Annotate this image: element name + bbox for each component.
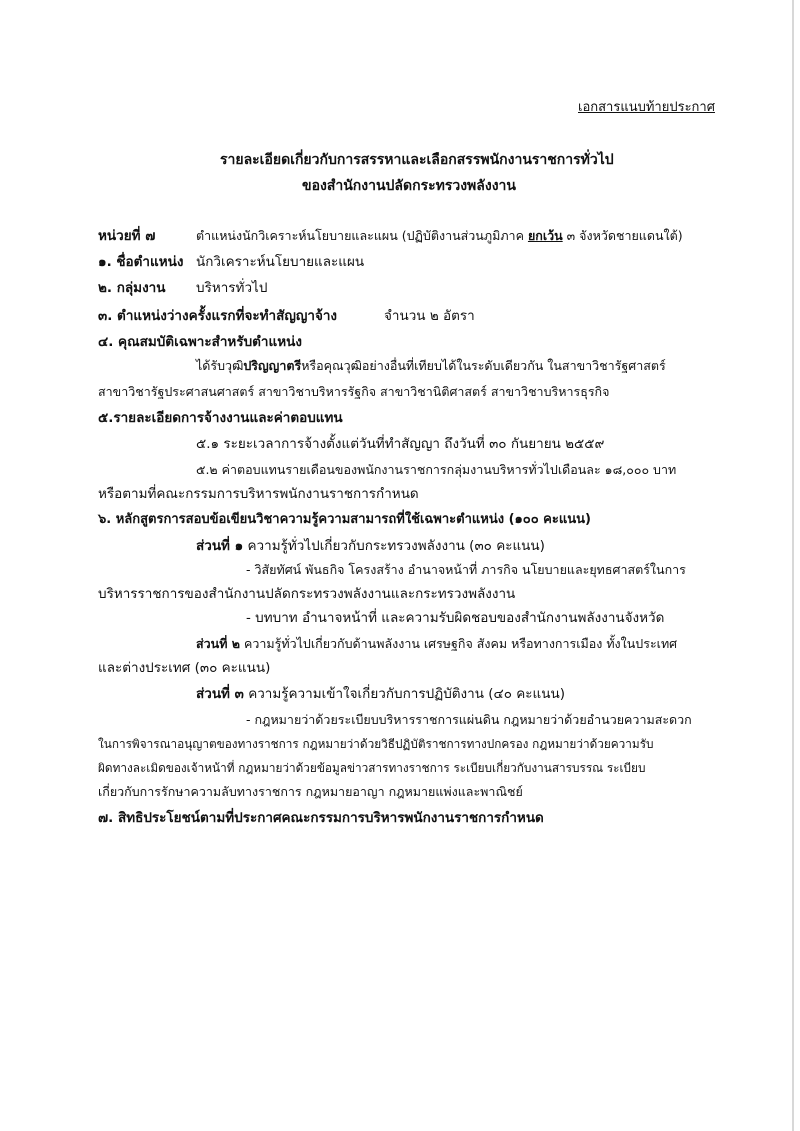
qualifications-line-2: สาขาวิชารัฐประศาสนศาสตร์ สาขาวิชาบริหารรัฐกิจ สาขาวิชานิติศาสตร์ สาขาวิชาบริหารธุรกิจ [98,384,610,399]
employment-heading: ๕.รายละเอียดการจ้างงานและค่าตอบแทน [98,410,343,426]
qualifications-line-1: ได้รับวุฒิปริญญาตรีหรือคุณวุฒิอย่างอื่นที่เทียบได้ในระดับเดียวกัน ในสาขาวิชารัฐศาสตร์ [196,358,666,373]
exam-part-2-line-2: และต่างประเทศ (๓๐ คะแนน) [98,660,271,676]
exam-part-1-sub-1-line-1: - วิสัยทัศน์ พันธกิจ โครงสร้าง อำนาจหน้าที่ ภารกิจ นโยบายและยุทธศาสตร์ในการ [246,562,686,577]
position-name-label: ๑. ชื่อตำแหน่ง [98,254,184,270]
unit-label: หน่วยที่ ๗ [98,228,156,244]
exam-part-1-sub-1-line-2: บริหารราชการของสำนักงานปลัดกระทรวงพลังงานและกระทรวงพลังงาน [98,586,516,602]
work-group-value: บริหารทั่วไป [196,280,268,296]
position-name-value: นักวิเคราะห์นโยบายและแผน [196,254,365,270]
exam-part-3-line-2: ในการพิจารณาอนุญาตของทางราชการ กฎหมายว่าด้วยวิธีปฏิบัติราชการทางปกครอง กฎหมายว่าด้วยความรับ [98,737,654,751]
unit-description: ตำแหน่งนักวิเคราะห์นโยบายและแผน (ปฏิบัติงานส่วนภูมิภาค ยกเว้น ๓ จังหวัดชายแดนใต้) [196,228,683,243]
unit-exception: ยกเว้น [527,228,563,243]
exam-part-1: ส่วนที่ ๑ ความรู้ทั่วไปเกี่ยวกับกระทรวงพลังงาน (๓๐ คะแนน) [196,538,545,554]
header-note: เอกสารแนบท้ายประกาศ [578,100,715,115]
exam-part-2: ส่วนที่ ๒ ความรู้ทั่วไปเกี่ยวกับด้านพลังงาน เศรษฐกิจ สังคม หรือทางการเมือง ทั้งในประเทศ [196,636,678,651]
exam-part-3-line-4: เกี่ยวกับการรักษาความลับทางราชการ กฎหมายอาญา กฎหมายแพ่งและพาณิชย์ [98,784,523,799]
title-line-1: รายละเอียดเกี่ยวกับการสรรหาและเลือกสรรพนักงานราชการทั่วไป [220,152,614,168]
benefits-heading: ๗. สิทธิประโยชน์ตามที่ประกาศคณะกรรมการบริหารพนักงานราชการกำหนด [98,810,544,826]
exam-part-3: ส่วนที่ ๓ ความรู้ความเข้าใจเกี่ยวกับการปฏิบัติงาน (๔๐ คะแนน) [196,686,565,702]
scan-edge [792,0,794,1131]
employment-item-2-line-1: ๕.๒ ค่าตอบแทนรายเดือนของพนักงานราชการกลุ่มงานบริหารทั่วไปเดือนละ ๑๘,๐๐๐ บาท [196,462,677,477]
vacancies-label: ๓. ตำแหน่งว่างครั้งแรกที่จะทำสัญญาจ้าง [98,308,338,324]
exam-heading: ๖. หลักสูตรการสอบข้อเขียนวิชาความรู้ความสามารถที่ใช้เฉพาะตำแหน่ง (๑๐๐ คะแนน) [98,512,591,527]
title-line-2: ของสำนักงานปลัดกระทรวงพลังงาน [302,178,516,194]
work-group-label: ๒. กลุ่มงาน [98,280,166,296]
exam-part-1-sub-2: - บทบาท อำนาจหน้าที่ และความรับผิดชอบของสำนักงานพลังงานจังหวัด [246,610,665,626]
exam-part-3-line-1: - กฎหมายว่าด้วยระเบียบบริหารราชการแผ่นดิน กฎหมายว่าด้วยอำนวยความสะดวก [246,712,692,727]
employment-item-2-line-2: หรือตามที่คณะกรรมการบริหารพนักงานราชการกำหนด [98,486,419,502]
employment-item-1: ๕.๑ ระยะเวลาการจ้างตั้งแต่วันที่ทำสัญญา ถึงวันที่ ๓๐ กันยายน ๒๕๕๙ [196,436,605,452]
vacancies-value: จำนวน ๒ อัตรา [384,308,475,324]
exam-part-3-line-3: ผิดทางละเมิดของเจ้าหน้าที่ กฎหมายว่าด้วยข้อมูลข่าวสารทางราชการ ระเบียบเกี่ยวกับงานสารบรรณ ระเบียบ [98,761,646,775]
qualifications-heading: ๔. คุณสมบัติเฉพาะสำหรับตำแหน่ง [98,334,302,350]
